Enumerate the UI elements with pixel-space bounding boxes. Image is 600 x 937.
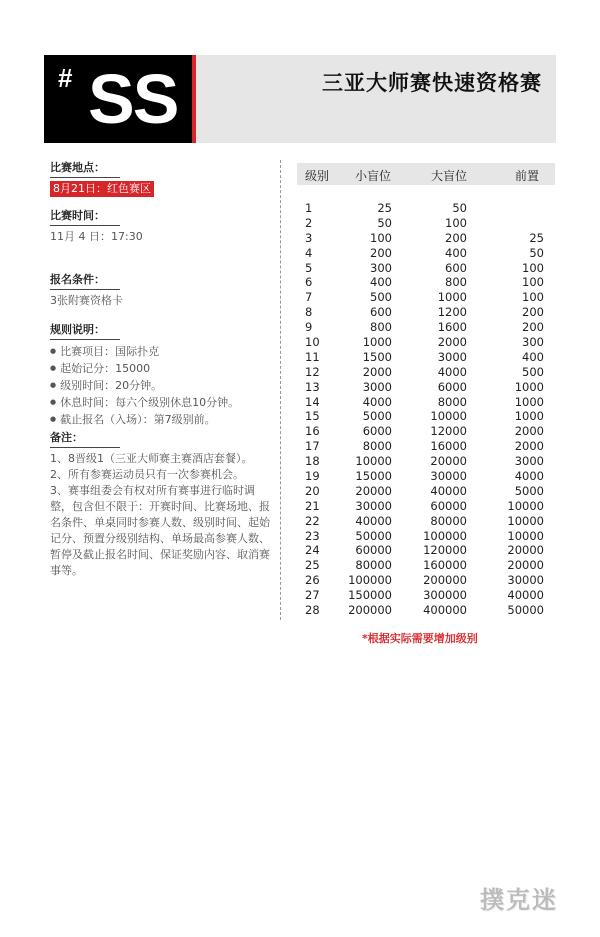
ante-cell: 40000 (507, 588, 544, 603)
ante-cell: 50 (529, 245, 544, 260)
level-cell: 23 (305, 528, 320, 543)
small-blind-cell: 200000 (348, 603, 392, 618)
table-row (297, 543, 555, 558)
table-row (297, 290, 555, 305)
big-blind-cell: 400000 (423, 603, 467, 618)
table-row (297, 588, 555, 603)
table-row (297, 469, 555, 484)
small-blind-cell: 4000 (362, 394, 392, 409)
big-blind-cell: 120000 (423, 543, 467, 558)
table-row (297, 201, 555, 216)
rule-item: ● 休息时间：每六个级别休息10分钟。 (50, 394, 239, 411)
ante-cell: 500 (522, 364, 544, 379)
remark-line: 名条件、单桌同时参赛人数、级别时间、起始 (50, 516, 270, 529)
table-row (297, 275, 555, 290)
remark-line: 3、赛事组委会有权对所有赛事进行临时调 (50, 484, 255, 497)
level-cell: 24 (305, 543, 320, 558)
small-blind-cell: 40000 (355, 513, 392, 528)
small-blind-cell: 400 (370, 275, 392, 290)
level-cell: 19 (305, 469, 320, 484)
rule-item: ● 起始记分：15000 (50, 360, 239, 377)
ante-cell: 3000 (514, 454, 544, 469)
header-ante: 前置 (515, 169, 540, 183)
ante-cell: 1000 (514, 394, 544, 409)
time-section (50, 208, 143, 245)
ante-cell: 20000 (507, 543, 544, 558)
table-row (297, 335, 555, 350)
level-cell: 12 (305, 364, 320, 379)
small-blind-cell: 8000 (362, 439, 392, 454)
level-cell: 11 (305, 349, 320, 364)
small-blind-cell: 300 (370, 260, 392, 275)
structure-table-header (297, 163, 555, 185)
venue-title: 比赛地点： (50, 161, 105, 174)
level-cell: 18 (305, 454, 320, 469)
table-row (297, 603, 555, 618)
big-blind-cell: 12000 (430, 424, 467, 439)
table-row (297, 529, 555, 544)
big-blind-cell: 400 (445, 245, 467, 260)
remark-line: 整，包含但不限于：开赛时间、比赛场地、报 (50, 500, 270, 513)
table-row (297, 380, 555, 395)
divider (50, 339, 120, 340)
ante-cell: 5000 (514, 483, 544, 498)
big-blind-cell: 100000 (423, 528, 467, 543)
big-blind-cell: 1200 (437, 305, 467, 320)
ante-cell: 30000 (507, 573, 544, 588)
rules-section (50, 322, 239, 428)
level-cell: 22 (305, 513, 320, 528)
level-cell: 2 (305, 215, 313, 230)
column-divider (280, 160, 281, 620)
divider (50, 289, 120, 290)
ante-cell: 200 (522, 320, 544, 335)
level-cell: 26 (305, 573, 320, 588)
table-row (297, 246, 555, 261)
table-row (297, 261, 555, 276)
big-blind-cell: 8000 (437, 394, 467, 409)
level-cell: 16 (305, 424, 320, 439)
page-title: 三亚大师赛快速资格赛 (322, 71, 542, 95)
big-blind-cell: 200 (445, 230, 467, 245)
time-value: 11月 4 日：17:30 (50, 230, 143, 243)
small-blind-cell: 10000 (355, 454, 392, 469)
table-row (297, 409, 555, 424)
small-blind-cell: 100000 (348, 573, 392, 588)
table-row (297, 558, 555, 573)
ante-cell: 4000 (514, 469, 544, 484)
small-blind-cell: 1000 (362, 335, 392, 350)
level-cell: 7 (305, 290, 313, 305)
rule-item: ● 比赛项目：国际扑克 (50, 343, 239, 360)
ante-cell: 25 (529, 230, 544, 245)
table-row (297, 231, 555, 246)
header-small-blind: 小盲位 (355, 169, 392, 183)
table-row (297, 305, 555, 320)
header-level: 级别 (305, 169, 330, 183)
time-title: 比赛时间： (50, 209, 105, 222)
big-blind-cell: 1000 (437, 290, 467, 305)
table-row (297, 499, 555, 514)
big-blind-cell: 50 (452, 201, 467, 215)
table-row (297, 484, 555, 499)
watermark-logo (470, 880, 595, 920)
small-blind-cell: 15000 (355, 469, 392, 484)
ante-cell: 10000 (507, 528, 544, 543)
small-blind-cell: 800 (370, 320, 392, 335)
big-blind-cell: 4000 (437, 364, 467, 379)
table-row (297, 573, 555, 588)
small-blind-cell: 3000 (362, 379, 392, 394)
small-blind-cell: 20000 (355, 483, 392, 498)
big-blind-cell: 2000 (437, 335, 467, 350)
level-cell: 9 (305, 320, 313, 335)
remarks-title: 备注： (50, 431, 83, 444)
entry-title: 报名条件： (50, 273, 105, 286)
ante-cell: 10000 (507, 513, 544, 528)
big-blind-cell: 200000 (423, 573, 467, 588)
ante-cell: 1000 (514, 409, 544, 424)
small-blind-cell: 200 (370, 245, 392, 260)
level-cell: 3 (305, 230, 313, 245)
table-row (297, 424, 555, 439)
divider (50, 177, 120, 178)
level-cell: 17 (305, 439, 320, 454)
small-blind-cell: 600 (370, 305, 392, 320)
level-cell: 13 (305, 379, 320, 394)
small-blind-cell: 1500 (362, 349, 392, 364)
table-row (297, 514, 555, 529)
table-row (297, 216, 555, 231)
table-row (297, 350, 555, 365)
divider (50, 447, 120, 448)
big-blind-cell: 20000 (430, 454, 467, 469)
level-cell: 10 (305, 335, 320, 350)
level-cell: 6 (305, 275, 313, 290)
small-blind-cell: 50000 (355, 528, 392, 543)
level-cell: 21 (305, 498, 320, 513)
big-blind-cell: 30000 (430, 469, 467, 484)
structure-table-body (297, 201, 555, 618)
big-blind-cell: 800 (445, 275, 467, 290)
big-blind-cell: 300000 (423, 588, 467, 603)
big-blind-cell: 16000 (430, 439, 467, 454)
divider (50, 225, 120, 226)
table-row (297, 454, 555, 469)
big-blind-cell: 1600 (437, 320, 467, 335)
logo-red-bar (192, 55, 196, 143)
table-row (297, 365, 555, 380)
remark-line: 1、8晋级1（三亚大师赛主赛酒店套餐）。 (50, 452, 253, 465)
big-blind-cell: 60000 (430, 498, 467, 513)
level-cell: 25 (305, 558, 320, 573)
ante-cell: 400 (522, 349, 544, 364)
big-blind-cell: 3000 (437, 349, 467, 364)
small-blind-cell: 30000 (355, 498, 392, 513)
ante-cell: 300 (522, 335, 544, 350)
level-cell: 5 (305, 260, 313, 275)
remark-line: 事等。 (50, 564, 83, 577)
ante-cell: 1000 (514, 379, 544, 394)
table-row (297, 439, 555, 454)
rule-item: ● 级别时间：20分钟。 (50, 377, 239, 394)
table-row (297, 395, 555, 410)
entry-value: 3张附赛资格卡 (50, 294, 123, 307)
watermark-text: 撲克迷 (480, 886, 558, 914)
big-blind-cell: 40000 (430, 483, 467, 498)
remarks-section (50, 430, 270, 579)
level-cell: 20 (305, 483, 320, 498)
remark-line: 2、所有参赛运动员只有一次参赛机会。 (50, 468, 244, 481)
small-blind-cell: 2000 (362, 364, 392, 379)
big-blind-cell: 6000 (437, 379, 467, 394)
level-cell: 14 (305, 394, 320, 409)
small-blind-cell: 25 (377, 201, 392, 215)
venue-value: 8月21日：红色赛区 (50, 181, 154, 197)
rules-title: 规则说明： (50, 323, 105, 336)
small-blind-cell: 500 (370, 290, 392, 305)
small-blind-cell: 50 (377, 215, 392, 230)
level-cell: 8 (305, 305, 313, 320)
ante-cell: 20000 (507, 558, 544, 573)
level-cell: 4 (305, 245, 313, 260)
rule-item: ● 截止报名（入场）：第7级别前。 (50, 411, 239, 428)
small-blind-cell: 6000 (362, 424, 392, 439)
ante-cell: 2000 (514, 424, 544, 439)
ante-cell: 50000 (507, 603, 544, 618)
small-blind-cell: 80000 (355, 558, 392, 573)
big-blind-cell: 100 (445, 215, 467, 230)
header-banner (44, 55, 556, 143)
small-blind-cell: 100 (370, 230, 392, 245)
ante-cell: 10000 (507, 498, 544, 513)
table-row (297, 320, 555, 335)
big-blind-cell: 80000 (430, 513, 467, 528)
level-cell: 28 (305, 603, 320, 618)
big-blind-cell: 600 (445, 260, 467, 275)
ante-cell: 200 (522, 305, 544, 320)
big-blind-cell: 160000 (423, 558, 467, 573)
ante-cell: 100 (522, 275, 544, 290)
small-blind-cell: 150000 (348, 588, 392, 603)
ss-logo (44, 55, 192, 143)
level-cell: 27 (305, 588, 320, 603)
ante-cell: 100 (522, 260, 544, 275)
big-blind-cell: 10000 (430, 409, 467, 424)
logo-hash: # (58, 63, 73, 93)
level-cell: 15 (305, 409, 320, 424)
ante-cell: 2000 (514, 439, 544, 454)
remark-line: 暂停及截止报名时间、保证奖励内容、取消赛 (50, 548, 270, 561)
small-blind-cell: 60000 (355, 543, 392, 558)
entry-section (50, 272, 123, 309)
table-note: *根据实际需要增加级别 (362, 632, 478, 645)
header-big-blind: 大盲位 (431, 169, 468, 183)
remark-line: 记分、预置分级别结构、单场最高参赛人数、 (50, 532, 270, 545)
small-blind-cell: 5000 (362, 409, 392, 424)
ante-cell: 100 (522, 290, 544, 305)
level-cell: 1 (305, 201, 313, 215)
venue-section (50, 160, 154, 197)
logo-text: SS (88, 60, 178, 138)
